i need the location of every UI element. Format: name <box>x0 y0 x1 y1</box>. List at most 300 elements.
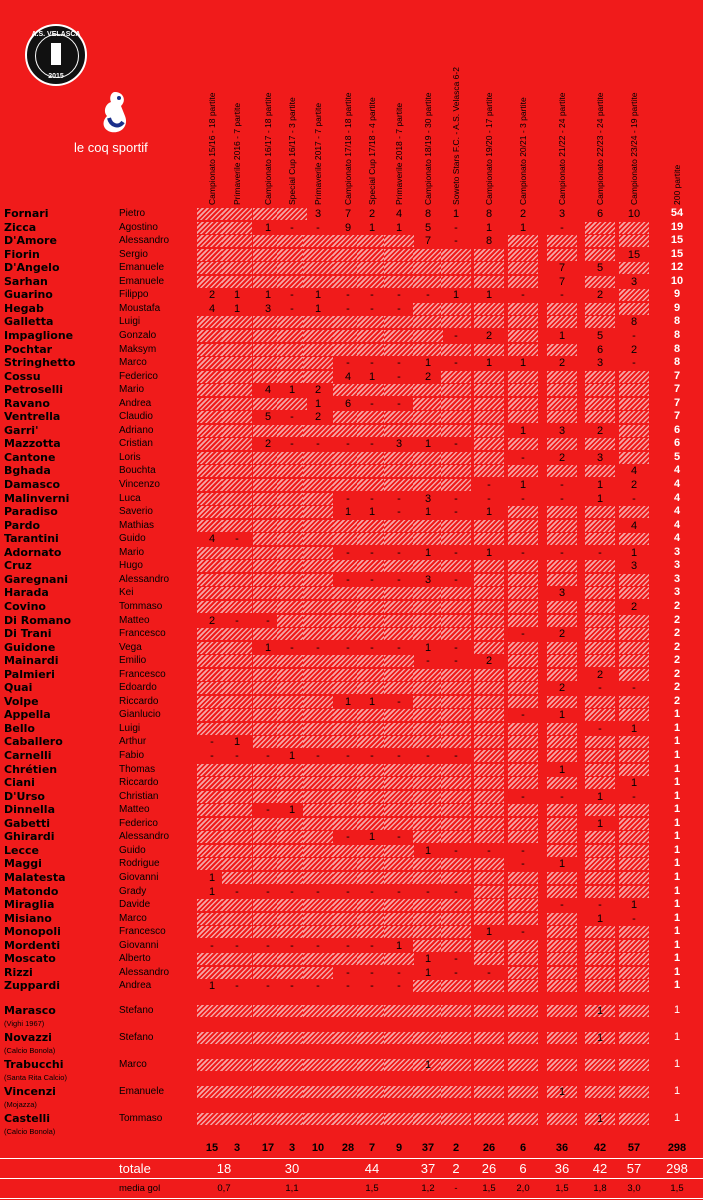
goal-cell <box>357 330 387 342</box>
player-row <box>0 221 703 235</box>
player-row <box>0 329 703 343</box>
goal-cell <box>357 791 387 803</box>
goal-cell <box>222 452 252 464</box>
goal-cell <box>357 249 387 261</box>
goal-cell <box>508 235 538 247</box>
player-name: Federico <box>119 817 158 829</box>
goal-cell <box>508 465 538 477</box>
goal-cell <box>413 411 443 423</box>
guest-club: (Santa Rita Calcio) <box>4 1073 67 1082</box>
goal-cell <box>384 411 414 423</box>
goal-cell <box>619 804 649 816</box>
player-total: 3 <box>673 572 681 585</box>
goal-cell <box>619 736 649 748</box>
goal-cell: 1 <box>424 953 432 966</box>
player-name: Loris <box>119 451 141 463</box>
player-name: Tommaso <box>119 600 163 612</box>
player-total: 1 <box>673 776 681 789</box>
goal-cell: - <box>521 709 525 722</box>
goal-cell <box>474 384 504 396</box>
guest-row <box>0 1085 703 1109</box>
column-header <box>263 45 273 205</box>
column-total: 17 <box>261 1142 275 1154</box>
player-total: 7 <box>673 410 681 423</box>
goal-cell <box>222 208 252 220</box>
goal-cell <box>303 764 333 776</box>
goal-cell: - <box>560 546 564 559</box>
player-total: 4 <box>673 491 681 504</box>
goal-cell: - <box>346 939 350 952</box>
goal-cell <box>619 587 649 599</box>
goal-cell <box>384 1113 414 1125</box>
player-row <box>0 749 703 763</box>
column-header <box>518 45 528 205</box>
goal-cell <box>547 371 577 383</box>
player-name: Francesco <box>119 668 166 680</box>
goal-cell: - <box>370 980 374 993</box>
goal-cell <box>357 1086 387 1098</box>
goal-cell <box>384 330 414 342</box>
goal-cell <box>441 682 471 694</box>
goal-cell: - <box>370 438 374 451</box>
goal-cell: - <box>487 966 491 979</box>
goal-cell <box>413 831 443 843</box>
column-total: 6 <box>519 1142 527 1154</box>
goal-cell <box>508 696 538 708</box>
goal-cell <box>619 438 649 450</box>
player-name: Rodrigue <box>119 858 160 870</box>
goal-cell <box>357 777 387 789</box>
goal-cell <box>413 913 443 925</box>
goal-cell <box>441 980 471 992</box>
goal-cell <box>384 764 414 776</box>
goal-cell <box>303 831 333 843</box>
goal-cell <box>474 1032 504 1044</box>
goal-cell <box>441 669 471 681</box>
goal-cell <box>222 384 252 396</box>
goal-cell <box>619 886 649 898</box>
totale-value: 298 <box>666 1161 688 1176</box>
goal-cell <box>222 967 252 979</box>
player-surname: Damasco <box>4 478 61 491</box>
goal-cell <box>384 615 414 627</box>
goal-cell <box>357 520 387 532</box>
goal-cell <box>222 398 252 410</box>
goal-cell: - <box>266 939 270 952</box>
player-total: 2 <box>673 694 681 707</box>
goal-cell <box>303 1005 333 1017</box>
goal-cell <box>413 520 443 532</box>
media-label: media gol <box>119 1183 161 1194</box>
goal-cell <box>303 804 333 816</box>
divider <box>0 1178 703 1179</box>
player-row <box>0 776 703 790</box>
goal-cell: - <box>346 750 350 762</box>
goal-cell: - <box>290 641 294 654</box>
column-header-label: Campionato 22/23 - 24 partite <box>595 92 605 205</box>
goal-cell <box>441 791 471 803</box>
goal-cell: - <box>290 289 294 302</box>
goal-cell: - <box>598 546 602 559</box>
goal-cell: - <box>454 221 458 234</box>
player-row <box>0 912 703 926</box>
goal-cell: - <box>397 966 401 979</box>
player-name: Claudio <box>119 411 153 423</box>
divider <box>0 1198 703 1199</box>
player-surname: Petroselli <box>4 383 64 397</box>
totale-value: 30 <box>284 1161 300 1176</box>
player-name: Marco <box>119 357 147 369</box>
goal-cell <box>357 899 387 911</box>
goal-cell <box>619 425 649 437</box>
goal-cell: 4 <box>344 370 352 383</box>
player-surname: Cossu <box>4 369 41 383</box>
goal-cell <box>585 886 615 898</box>
goal-cell: - <box>454 655 458 668</box>
totale-value: 37 <box>420 1161 436 1176</box>
goal-cell: - <box>632 329 636 342</box>
goal-cell <box>384 1086 414 1098</box>
goal-cell: - <box>454 641 458 654</box>
goal-cell <box>413 628 443 640</box>
goal-cell <box>619 1086 649 1098</box>
guest-surname: Vincenzi <box>4 1085 56 1098</box>
player-row <box>0 356 703 370</box>
player-surname: Malatesta <box>4 870 66 884</box>
goal-cell <box>619 235 649 247</box>
goal-cell <box>384 520 414 532</box>
goal-cell <box>474 262 504 274</box>
goal-cell <box>413 303 443 315</box>
goal-cell <box>413 330 443 342</box>
goal-cell <box>222 723 252 735</box>
goal-cell: - <box>454 844 458 857</box>
goal-cell <box>547 669 577 681</box>
goal-cell: - <box>210 736 214 749</box>
goal-cell <box>547 465 577 477</box>
player-total: 1 <box>673 925 681 938</box>
goal-cell <box>357 1059 387 1071</box>
goal-cell <box>357 682 387 694</box>
goal-cell <box>357 804 387 816</box>
goal-cell <box>357 709 387 721</box>
goal-cell <box>441 615 471 627</box>
goal-cell <box>547 926 577 938</box>
goal-cell <box>619 262 649 274</box>
goal-cell: - <box>346 641 350 654</box>
goal-cell: - <box>290 221 294 234</box>
goal-cell <box>585 560 615 572</box>
player-row <box>0 546 703 560</box>
goal-cell <box>508 804 538 816</box>
goal-cell <box>547 736 577 748</box>
goal-cell: - <box>397 397 401 410</box>
goal-cell <box>441 425 471 437</box>
goal-cell: - <box>454 573 458 586</box>
goal-cell: - <box>454 492 458 505</box>
column-total: 7 <box>368 1142 376 1154</box>
goal-cell <box>547 520 577 532</box>
goal-cell: 9 <box>344 221 352 234</box>
goal-cell <box>441 560 471 572</box>
goal-cell: - <box>370 546 374 559</box>
goal-cell <box>619 1005 649 1017</box>
player-total: 1 <box>673 870 681 883</box>
player-surname: Pardo <box>4 518 41 532</box>
player-surname: Garegnani <box>4 572 69 586</box>
goal-cell <box>585 953 615 965</box>
goal-cell: - <box>346 980 350 993</box>
goal-cell <box>222 330 252 342</box>
goal-cell <box>413 777 443 789</box>
guest-club: (Vighi 1967) <box>4 1019 45 1028</box>
goal-cell <box>547 642 577 654</box>
goal-cell <box>547 953 577 965</box>
goal-cell: 4 <box>395 208 403 220</box>
goal-cell <box>474 831 504 843</box>
goal-cell <box>303 344 333 356</box>
goal-cell <box>384 872 414 884</box>
goal-cell <box>508 750 538 762</box>
goal-cell <box>303 669 333 681</box>
goal-cell <box>547 560 577 572</box>
goal-cell <box>357 615 387 627</box>
media-value: 1,5 <box>670 1183 684 1194</box>
goal-cell: - <box>521 926 525 939</box>
goal-cell: - <box>560 289 564 302</box>
player-name: Andrea <box>119 980 152 992</box>
player-surname: D'Angelo <box>4 261 60 275</box>
goal-cell: - <box>316 221 320 234</box>
player-name: Vega <box>119 641 142 653</box>
goal-cell <box>222 845 252 857</box>
goal-cell <box>441 520 471 532</box>
goal-cell <box>619 940 649 952</box>
goal-cell <box>508 736 538 748</box>
player-row <box>0 437 703 451</box>
player-name: Grady <box>119 885 147 897</box>
player-total: 4 <box>673 532 681 545</box>
guest-row <box>0 1031 703 1055</box>
player-name: Luigi <box>119 722 141 734</box>
goal-cell <box>585 601 615 613</box>
player-row <box>0 559 703 573</box>
player-surname: Cruz <box>4 559 32 573</box>
player-total: 1 <box>673 979 681 992</box>
player-total: 2 <box>673 667 681 680</box>
player-row <box>0 695 703 709</box>
goal-cell <box>303 547 333 559</box>
player-name: Luigi <box>119 316 141 328</box>
goal-cell <box>303 858 333 870</box>
goal-cell: - <box>426 885 430 898</box>
goal-cell <box>413 344 443 356</box>
goal-cell <box>619 696 649 708</box>
player-name: Federico <box>119 370 158 382</box>
goal-cell: 1 <box>558 763 566 776</box>
player-name: Moustafa <box>119 302 161 314</box>
column-total: 15 <box>205 1142 219 1154</box>
goal-cell <box>384 465 414 477</box>
player-total: 1 <box>673 898 681 911</box>
goal-cell: 1 <box>585 1032 615 1044</box>
goal-cell <box>619 411 649 423</box>
goal-cell <box>222 682 252 694</box>
goal-cell <box>585 615 615 627</box>
goal-cell: 5 <box>264 411 272 424</box>
goal-cell: 1 <box>519 424 527 437</box>
goal-cell <box>441 344 471 356</box>
goal-cell <box>474 276 504 288</box>
goal-cell <box>384 249 414 261</box>
goal-cell <box>474 818 504 830</box>
goal-cell <box>441 398 471 410</box>
goal-cell <box>508 777 538 789</box>
goal-cell <box>384 452 414 464</box>
goal-cell: - <box>210 939 214 952</box>
column-header <box>484 45 494 205</box>
goal-cell: 1 <box>630 899 638 912</box>
goal-cell: - <box>521 546 525 559</box>
goal-cell: - <box>397 546 401 559</box>
player-name: Cristian <box>119 438 153 450</box>
player-surname: Mordenti <box>4 938 61 952</box>
goal-cell: 1 <box>485 289 493 302</box>
goal-cell: 7 <box>424 235 432 248</box>
player-row <box>0 343 703 357</box>
goal-cell <box>222 953 252 965</box>
column-header <box>629 45 639 205</box>
goal-cell <box>413 262 443 274</box>
player-name: Agostino <box>119 221 158 233</box>
goal-cell: 1 <box>630 546 638 559</box>
goal-cell <box>303 493 333 505</box>
column-total: 298 <box>667 1142 687 1154</box>
goal-cell <box>357 465 387 477</box>
goal-cell: - <box>266 614 270 627</box>
goal-cell: - <box>316 438 320 451</box>
goal-cell: - <box>426 750 430 762</box>
goal-cell <box>547 967 577 979</box>
guest-surname: Novazzi <box>4 1031 52 1044</box>
goal-cell <box>441 262 471 274</box>
goal-cell <box>222 804 252 816</box>
goal-cell <box>474 872 504 884</box>
player-surname: Fornari <box>4 207 49 220</box>
goal-cell <box>547 1059 577 1071</box>
player-name: Pietro <box>119 208 146 219</box>
goal-cell: - <box>290 438 294 451</box>
goal-cell <box>619 709 649 721</box>
goal-cell <box>508 1086 538 1098</box>
goal-cell <box>303 899 333 911</box>
player-surname: Monopoli <box>4 925 61 939</box>
goal-cell <box>619 967 649 979</box>
goal-cell: - <box>454 438 458 451</box>
logo-text-year: 2015 <box>48 73 64 80</box>
goal-cell <box>585 750 615 762</box>
goal-cell <box>413 1113 443 1125</box>
player-surname: Hegab <box>4 301 44 315</box>
goal-cell <box>547 316 577 328</box>
goal-cell: - <box>397 980 401 993</box>
goal-cell <box>619 858 649 870</box>
goal-cell <box>357 560 387 572</box>
goal-cell: - <box>397 289 401 302</box>
goal-cell <box>222 764 252 776</box>
goal-cell <box>413 940 443 952</box>
goal-cell <box>508 276 538 288</box>
player-total: 15 <box>670 247 684 260</box>
goal-cell: 6 <box>596 208 604 220</box>
goal-cell: - <box>454 966 458 979</box>
player-row <box>0 261 703 275</box>
goal-cell <box>222 926 252 938</box>
goal-cell <box>547 615 577 627</box>
goal-cell <box>303 249 333 261</box>
player-total: 1 <box>673 830 681 843</box>
goal-cell: 1 <box>558 329 566 342</box>
goal-cell: - <box>346 546 350 559</box>
player-total: 10 <box>670 274 684 287</box>
goal-cell <box>384 723 414 735</box>
goal-cell <box>413 899 443 911</box>
goal-cell: - <box>521 492 525 505</box>
player-surname: Mainardi <box>4 654 59 668</box>
player-row <box>0 315 703 329</box>
goal-cell: 1 <box>208 980 216 993</box>
goal-cell <box>357 601 387 613</box>
goal-cell <box>474 750 504 762</box>
goal-cell <box>619 980 649 992</box>
goal-cell: 2 <box>558 357 566 370</box>
goal-cell <box>547 655 577 667</box>
goal-cell <box>303 967 333 979</box>
player-name: Marco <box>119 912 147 924</box>
goal-cell: 2 <box>485 329 493 342</box>
goal-cell: - <box>560 221 564 234</box>
goal-cell: 1 <box>424 844 432 857</box>
column-header <box>557 45 567 205</box>
goal-cell <box>222 520 252 532</box>
goal-cell <box>619 303 649 315</box>
goal-cell: - <box>346 302 350 315</box>
goal-cell: 1 <box>395 939 403 952</box>
goal-cell <box>619 533 649 545</box>
goal-cell <box>384 818 414 830</box>
player-name: Matteo <box>119 804 150 816</box>
goal-cell <box>384 1059 414 1071</box>
goal-cell <box>474 1086 504 1098</box>
goal-cell: 7 <box>558 275 566 288</box>
goal-cell <box>619 845 649 857</box>
player-surname: Appella <box>4 708 51 722</box>
goal-cell: - <box>454 235 458 248</box>
goal-cell <box>474 791 504 803</box>
goal-cell <box>474 804 504 816</box>
goal-cell <box>585 1086 615 1098</box>
goal-cell <box>303 1059 333 1071</box>
player-row <box>0 708 703 722</box>
player-total: 1 <box>673 803 681 816</box>
goal-cell <box>508 411 538 423</box>
column-header <box>232 45 242 205</box>
guest-row <box>0 1058 703 1082</box>
goal-cell <box>474 316 504 328</box>
goal-cell <box>508 886 538 898</box>
goal-cell <box>413 791 443 803</box>
goal-cell <box>508 913 538 925</box>
